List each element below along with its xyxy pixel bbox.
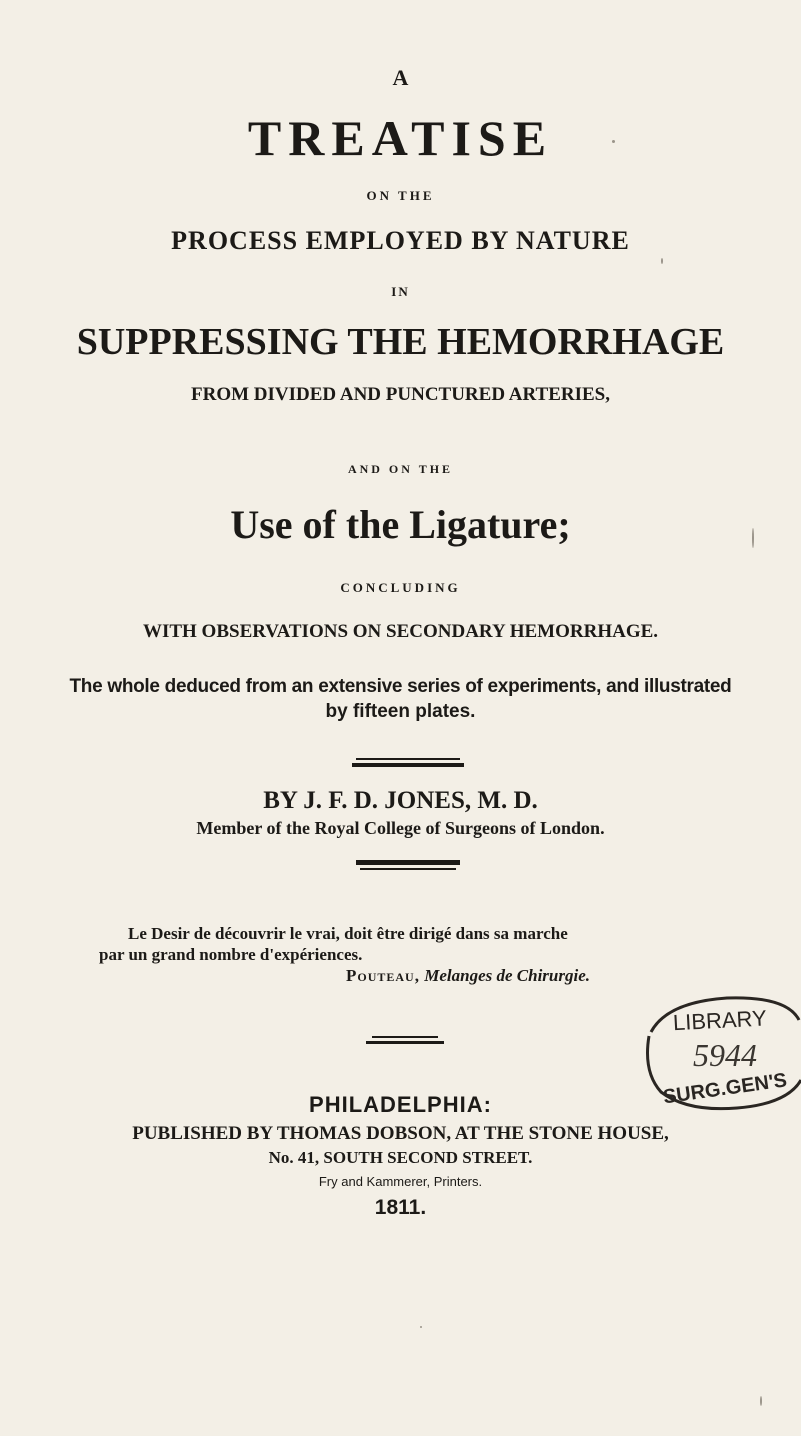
imprint-publisher: PUBLISHED BY THOMAS DOBSON, AT THE STONE HOUSE,	[132, 1123, 669, 1144]
epigraph-author: Pouteau,	[346, 966, 420, 985]
rule-mid-thick	[356, 860, 460, 865]
description-line-2: by fifteen plates.	[325, 701, 476, 722]
rule-imprint-thin	[372, 1036, 438, 1038]
paper-speck	[661, 258, 663, 264]
paper-speck	[420, 1326, 422, 1328]
imprint-city: PHILADELPHIA:	[309, 1092, 492, 1117]
epigraph-line-2: par un grand nombre d'expériences.	[99, 945, 363, 964]
epigraph-work: Melanges de Chirurgie.	[424, 966, 591, 985]
subject-line-3: FROM DIVIDED AND PUNCTURED ARTERIES,	[191, 384, 610, 405]
subject-line-4: Use of the Ligature;	[230, 502, 571, 547]
title-article: A	[392, 65, 409, 90]
imprint-printers: Fry and Kammerer, Printers.	[318, 1174, 483, 1189]
epigraph-line-1: Le Desir de découvrir le vrai, doit être dirigé dans sa marche	[128, 924, 568, 943]
author-affiliation: Member of the Royal College of Surgeons of London.	[196, 818, 605, 838]
subject-line-2: SUPPRESSING THE HEMORRHAGE	[76, 321, 725, 363]
imprint-year: 1811.	[374, 1196, 427, 1219]
rule-top-thin	[356, 758, 460, 760]
rule-top-thick	[352, 763, 464, 767]
rule-mid-thin	[360, 868, 456, 870]
on-the-label: ON THE	[366, 188, 435, 203]
library-stamp-top: LIBRARY	[672, 1005, 768, 1036]
paper-speck	[760, 1396, 762, 1406]
imprint-address: No. 41, SOUTH SECOND STREET.	[268, 1148, 533, 1167]
title: TREATISE	[247, 110, 554, 166]
description-line-1: The whole deduced from an extensive series of experiments, and illustrated	[69, 676, 732, 697]
and-on-the-label: AND ON THE	[347, 462, 454, 476]
library-stamp-number: 5944	[693, 1037, 757, 1073]
library-stamp-bottom: SURG.GEN'S	[661, 1069, 789, 1109]
subject-line-5: WITH OBSERVATIONS ON SECONDARY HEMORRHAGE.	[142, 621, 659, 642]
subject-line-1: PROCESS EMPLOYED BY NATURE	[171, 226, 630, 255]
rule-imprint-thick	[366, 1041, 444, 1044]
author-line: BY J. F. D. JONES, M. D.	[263, 787, 538, 814]
paper-speck	[752, 528, 754, 548]
paper-speck	[612, 140, 615, 143]
library-stamp-graphic	[637, 992, 801, 1114]
concluding-label: CONCLUDING	[340, 580, 461, 595]
in-label: IN	[391, 284, 410, 299]
library-stamp	[637, 992, 801, 1114]
epigraph-attribution	[346, 966, 590, 986]
